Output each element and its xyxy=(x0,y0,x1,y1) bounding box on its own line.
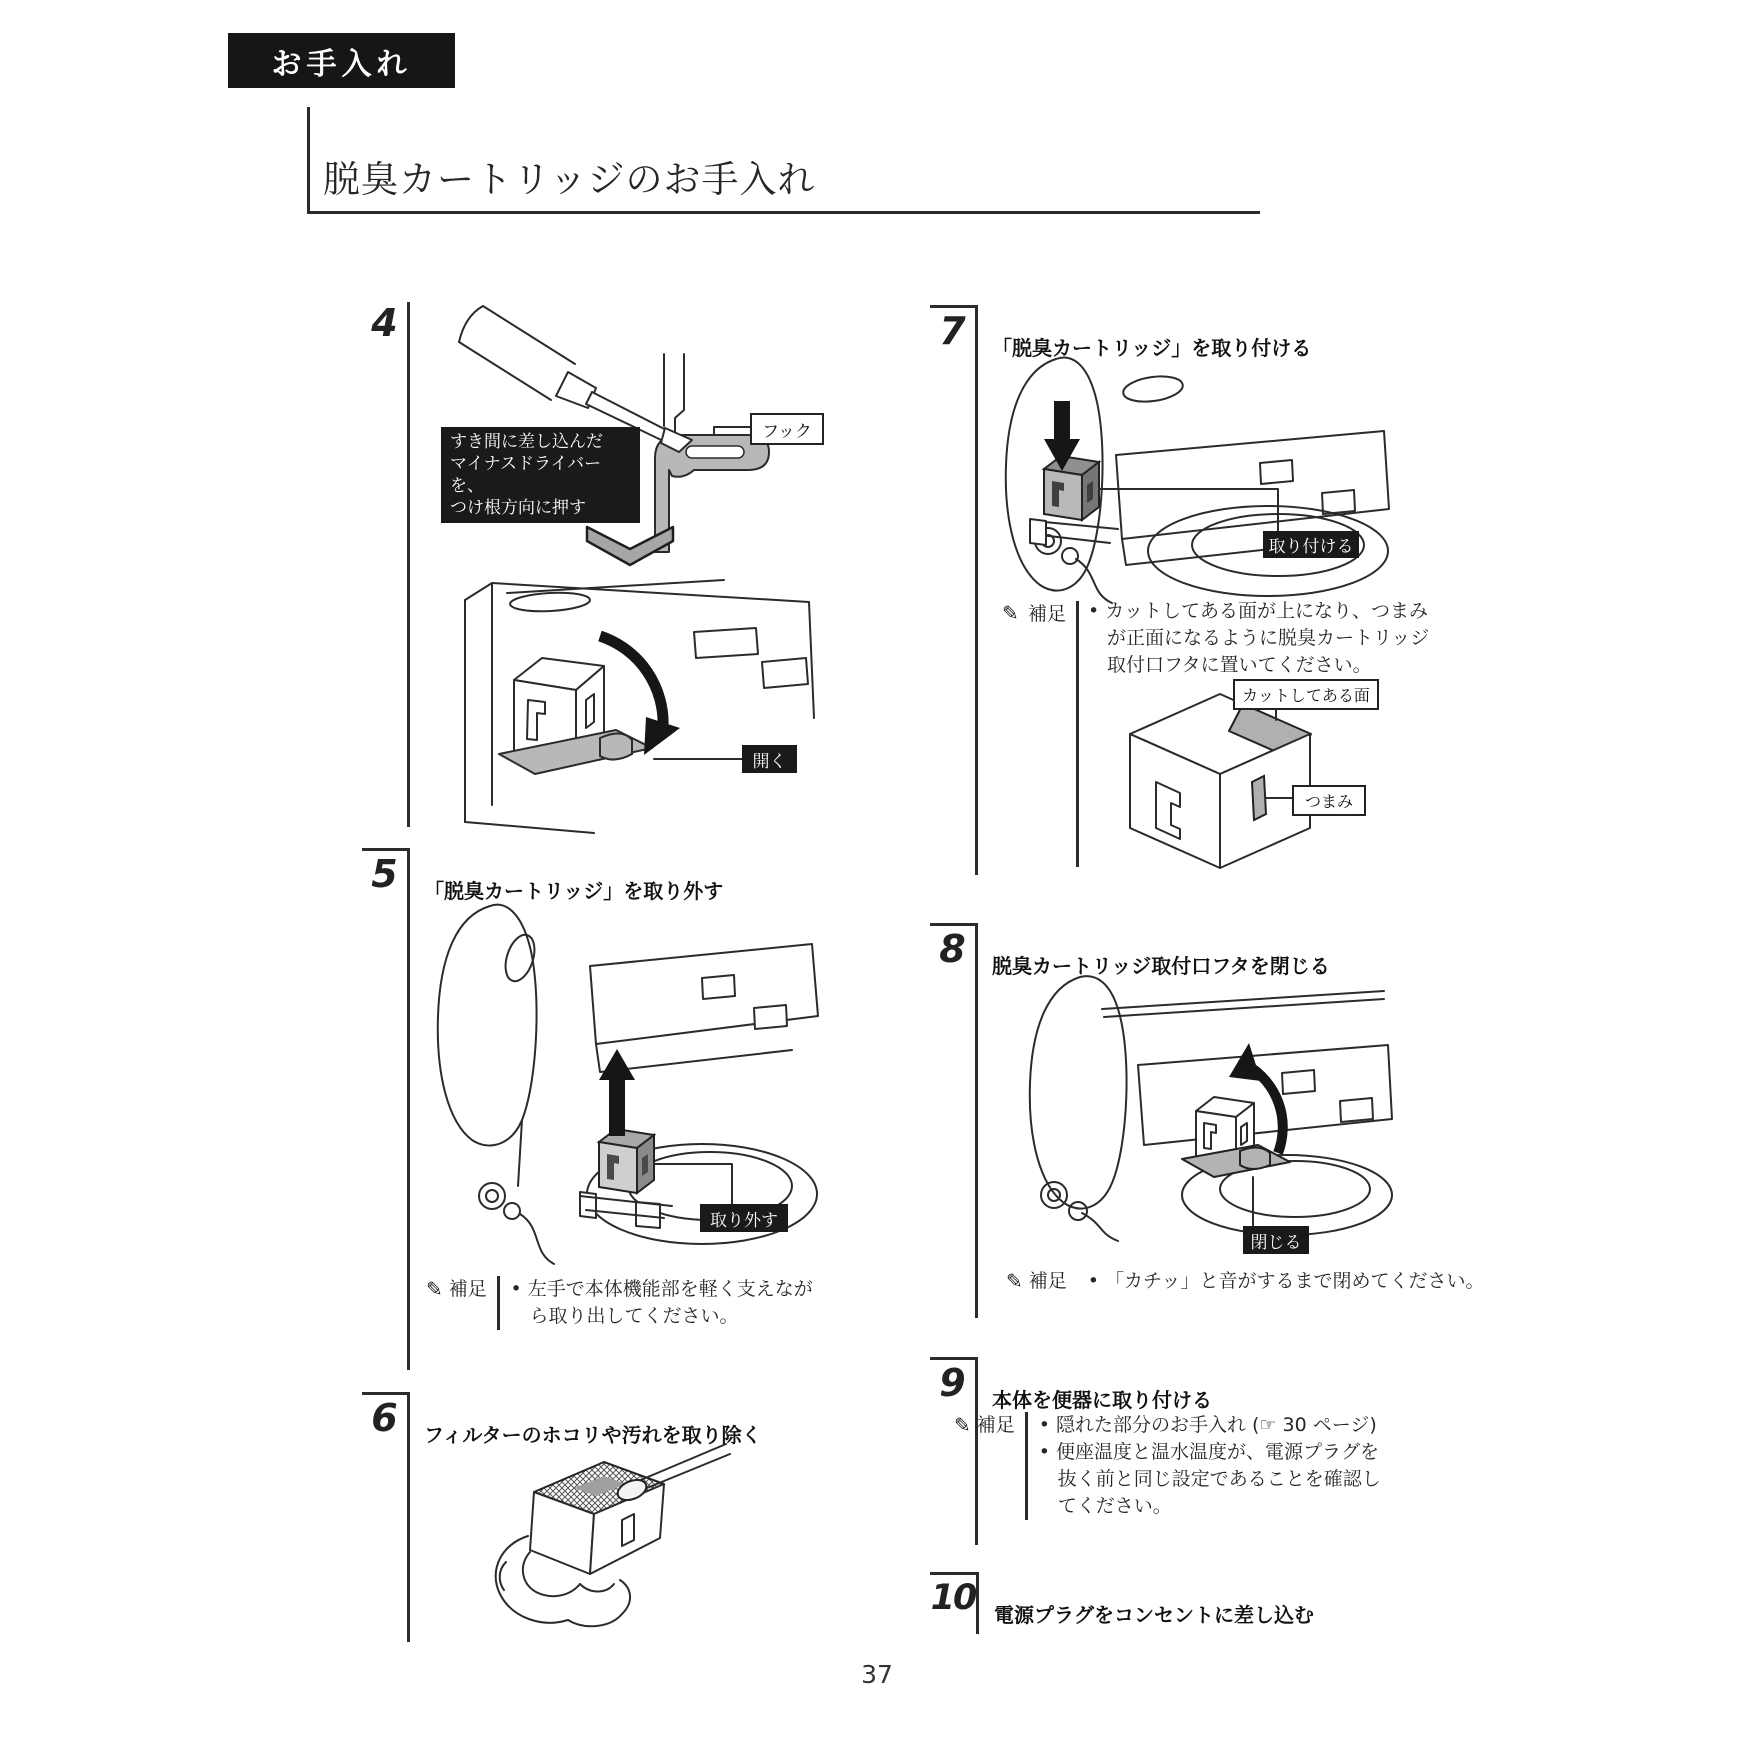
cartridge-cube-illustration xyxy=(1100,690,1392,878)
step-6-heading: フィルターのホコリや汚れを取り除く xyxy=(424,1422,762,1447)
note-divider xyxy=(1076,601,1079,867)
attach-label: 取り付ける xyxy=(1263,531,1359,558)
clean-filter-illustration xyxy=(472,1440,762,1645)
step-9-heading: 本体を便器に取り付ける xyxy=(992,1387,1212,1412)
note-body xyxy=(1088,1268,1485,1295)
step-9-number: 9 xyxy=(930,1357,975,1406)
step-6-number: 6 xyxy=(362,1392,407,1441)
remove-label: 取り外す xyxy=(700,1204,788,1232)
step-7-number: 7 xyxy=(930,305,975,354)
step-6 xyxy=(362,1392,827,1647)
note-label: 補足 xyxy=(1028,603,1067,625)
note-body xyxy=(1039,1412,1384,1520)
step-7 xyxy=(930,305,1430,880)
step-5-heading: 「脱臭カートリッジ」を取り外す xyxy=(424,878,724,903)
note-label: 補足 xyxy=(448,1278,487,1300)
note-item: • 左手で本体機能部を軽く支えながら取り出してください。 xyxy=(511,1276,826,1330)
note-item: • 便座温度と温水温度が、電源プラグを抜く前と同じ設定であることを確認してください。 xyxy=(1039,1439,1384,1520)
step-7-note xyxy=(1088,598,1438,679)
attach-cartridge-illustration xyxy=(948,351,1393,606)
step-4-number: 4 xyxy=(371,301,398,345)
cut-face-label: カットしてある面 xyxy=(1233,679,1379,710)
step-10-number: 10 xyxy=(930,1572,976,1621)
title-block xyxy=(307,107,1260,214)
pencil-icon: ✎ xyxy=(426,1277,443,1301)
step-5 xyxy=(362,848,827,1378)
note-label: 補足 xyxy=(976,1414,1015,1436)
callout-line: つけ根方向に押す xyxy=(450,498,586,518)
note-item: • 「カチッ」と音がするまで閉めてください。 xyxy=(1088,1268,1485,1295)
knob-label: つまみ xyxy=(1292,785,1366,816)
step-8-number: 8 xyxy=(930,923,975,972)
step-4-callout xyxy=(441,427,640,523)
page-number: 37 xyxy=(861,1660,893,1689)
close-lid-illustration xyxy=(952,973,1392,1233)
step-9 xyxy=(930,1357,1400,1552)
note-divider xyxy=(1025,1412,1028,1520)
step-5-number: 5 xyxy=(362,848,407,897)
note-body xyxy=(511,1276,826,1330)
page-title: 脱臭カートリッジのお手入れ xyxy=(323,158,816,201)
open-label: 開く xyxy=(742,745,797,773)
step-10-heading: 電源プラグをコンセントに差し込む xyxy=(994,1602,1314,1627)
step-6-rule xyxy=(407,1392,410,1642)
pencil-icon: ✎ xyxy=(1006,1269,1023,1293)
step-7-heading: 「脱臭カートリッジ」を取り付ける xyxy=(992,335,1312,360)
note-label: 補足 xyxy=(1028,1270,1067,1292)
step-4 xyxy=(362,300,827,835)
step-8-note xyxy=(1006,1268,1485,1295)
note-item: • 隠れた部分のお手入れ (☞ 30 ページ) xyxy=(1039,1412,1384,1439)
callout-line: マイナスドライバーを、 xyxy=(450,454,602,496)
callout-line: すき間に差し込んだ xyxy=(450,432,603,452)
pencil-icon: ✎ xyxy=(954,1413,971,1437)
step-8 xyxy=(930,923,1485,1323)
hook-label: フック xyxy=(750,413,824,445)
step-10 xyxy=(930,1572,1400,1642)
pencil-icon: ✎ xyxy=(1002,601,1019,625)
note-item: • カットしてある面が上になり、つまみが正面になるように脱臭カートリッジ取付口フタに置いてください。 xyxy=(1088,598,1438,679)
step-8-heading: 脱臭カートリッジ取付口フタを閉じる xyxy=(992,953,1330,978)
step-5-note xyxy=(426,1276,826,1330)
step-10-rule xyxy=(976,1572,979,1634)
close-label: 閉じる xyxy=(1243,1226,1309,1254)
note-divider xyxy=(497,1276,500,1330)
step-9-note xyxy=(954,1412,1384,1520)
section-badge: お手入れ xyxy=(228,33,455,88)
